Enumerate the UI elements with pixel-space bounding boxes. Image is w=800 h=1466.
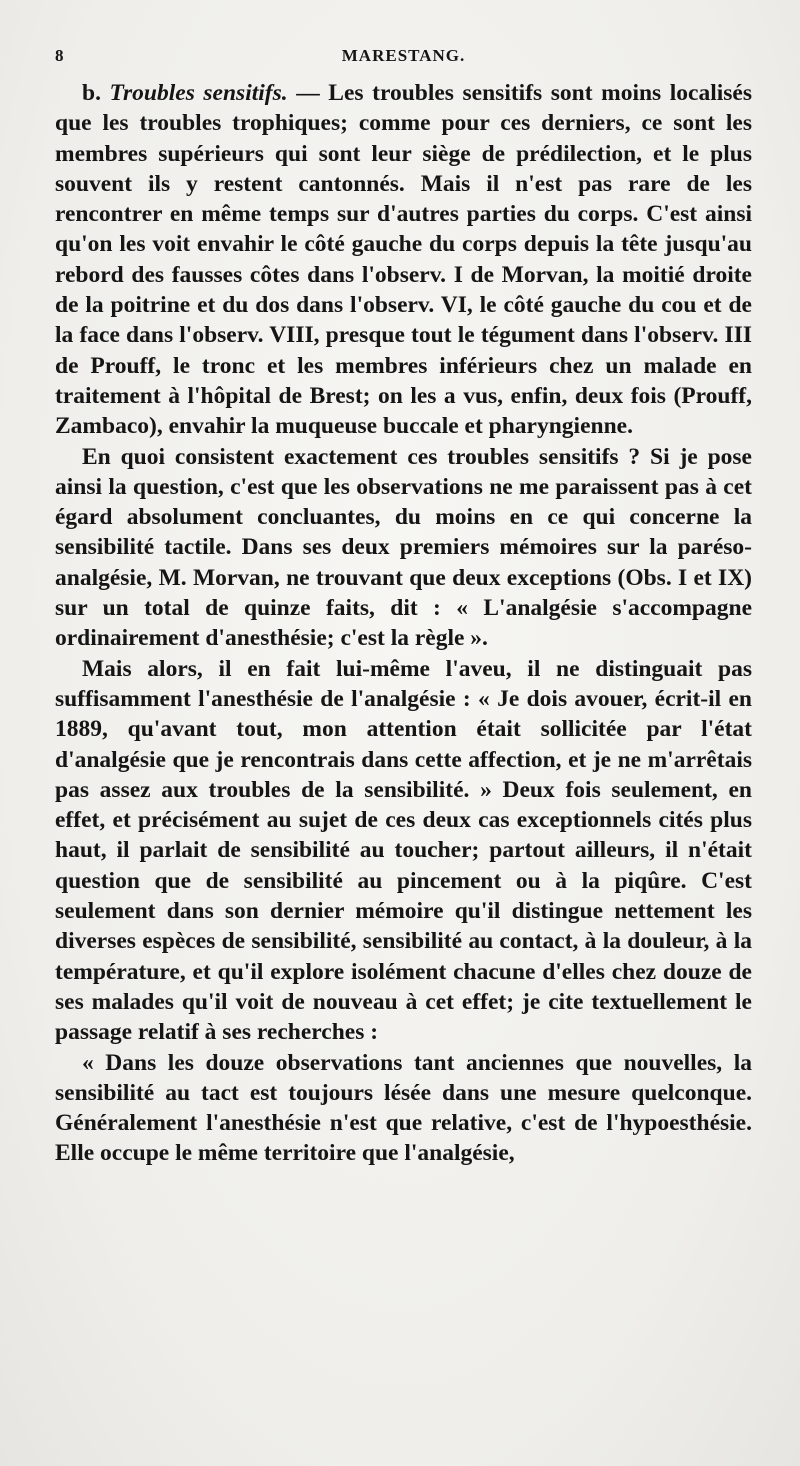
body-text — [55, 78, 752, 1169]
section-title: Troubles sensitifs. — [109, 80, 288, 106]
paragraph-2: En quoi consistent exactement ces troubles sensitifs ? Si je pose ainsi la question, c'est que les observations ne me paraissent pas à cet égard absolument concluantes, du moins en ce qui concerne la sensibilité tactile. Dans ses deux premiers mémoires sur la paréso-analgésie, M. Morvan, ne trouvant que deux exceptions (Obs. I et IX) sur un total de quinze faits, dit : « L'analgésie s'accompagne ordinairement d'anesthésie; c'est la règle ». — [55, 443, 752, 652]
paragraph-1-text: Les troubles sensitifs sont moins localisés que les troubles trophiques; comme pour ces derniers, ce sont les membres supérieurs qui sont leur siège de prédilection, et le plus souvent ils y restent cantonnés. Mais il n'est pas rare de les rencontrer en même temps sur d'autres parties du corps. C'est ainsi qu'on les voit envahir le côté gauche du corps depuis la tête jusqu'au rebord des fausses côtes dans l'observ. I de Morvan, la moitié droite de la poitrine et du dos dans l'observ. VI, le côté gauche du cou et de la face dans l'observ. VIII, presque tout le tégument dans l'observ. III de Prouff, le tronc et les membres inférieurs chez un malade en traitement à l'hôpital de Brest; on les a vus, enfin, deux fois (Prouff, Zambaco), envahir la muqueuse buccale et pharyngienne. — [55, 80, 752, 440]
section-dash: — — [287, 80, 329, 106]
paragraph-1 — [55, 78, 752, 442]
page-number: 8 — [55, 46, 64, 65]
paragraph-4: « Dans les douze observations tant anciennes que nouvelles, la sensibilité au tact est toujours lésée dans une mesure quelconque. Généralement l'anesthésie n'est que relative, c'est de l'hypoesthésie. Elle occupe le même territoire que l'analgésie, — [55, 1049, 752, 1167]
paragraph-3: Mais alors, il en fait lui-même l'aveu, il ne distinguait pas suffisamment l'anesthésie de l'analgésie : « Je dois avouer, écrit-il en 1889, qu'avant tout, mon attention était sollicitée par l'état d'analgésie que je rencontrais dans cette affection, et je ne m'arrêtais pas assez aux troubles de la sensibilité. » Deux fois seulement, en effet, et précisément au sujet de ces deux cas exceptionnels cités plus haut, il parlait de sensibilité au toucher; partout ailleurs, il n'était question que de sensibilité au pincement ou à la piqûre. C'est seulement dans son dernier mémoire qu'il distingue nettement les diverses espèces de sensibilité, sensibilité au contact, à la douleur, à la température, et qu'il explore isolément chacune d'elles chez douze de ses malades qu'il voit de nouveau à cet effet; je cite textuellement le passage relatif à ses recherches : — [55, 655, 752, 1046]
running-head — [55, 46, 752, 70]
section-label: b. — [82, 80, 101, 106]
running-title: MARESTANG. — [341, 46, 466, 65]
